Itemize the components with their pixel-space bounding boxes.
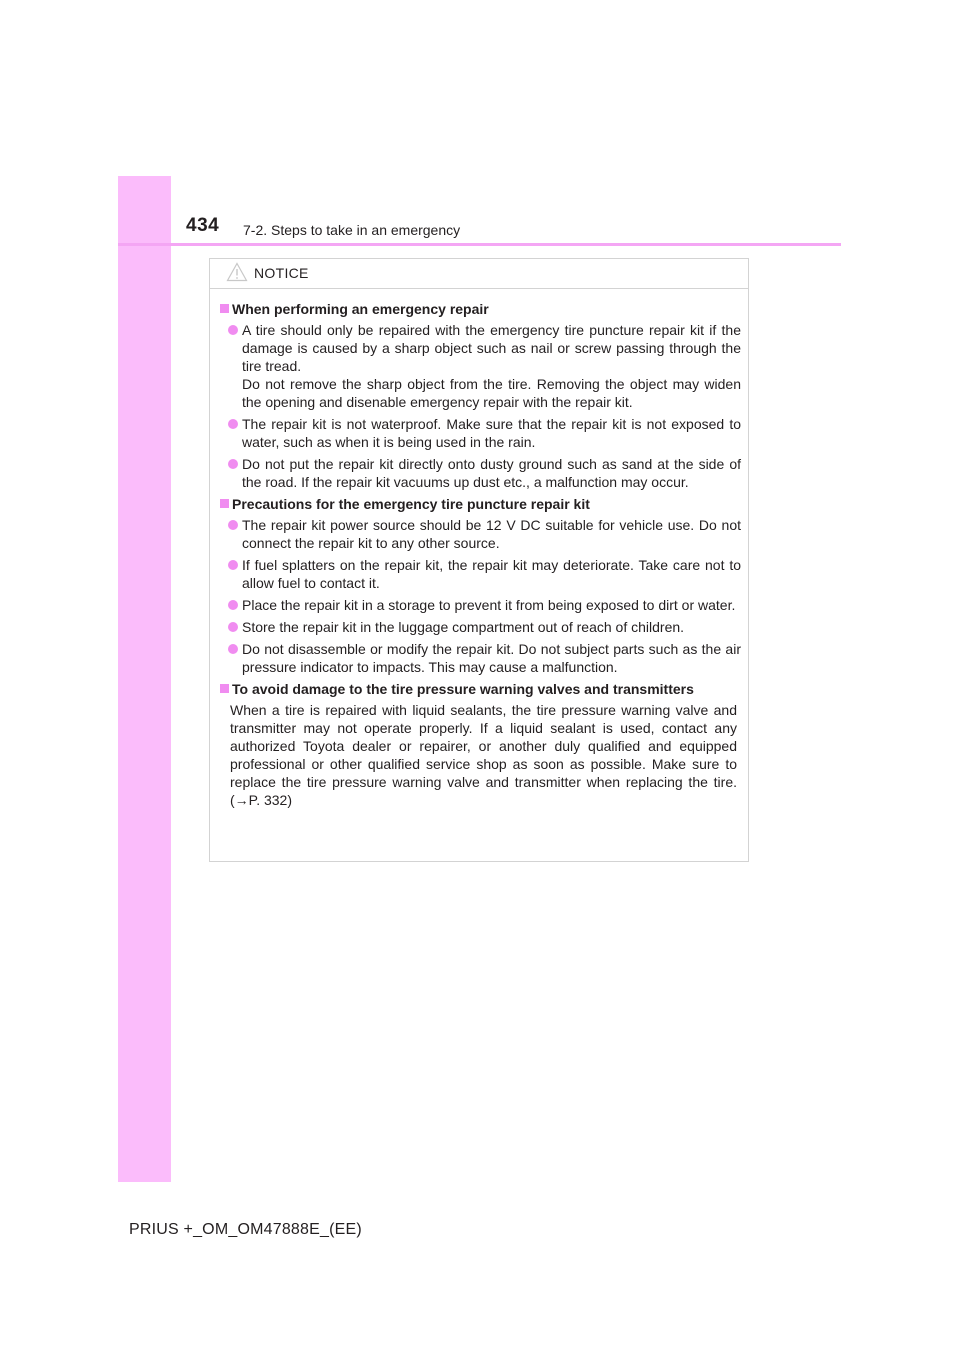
round-bullet-icon (228, 560, 238, 570)
section-heading-text: Precautions for the emergency tire puncture repair kit (232, 496, 590, 512)
notice-body (210, 289, 748, 809)
bullet-paragraph: Do not put the repair kit directly onto dusty ground such as sand at the side of the road. If the repair kit vacuums up dust etc., a malfunction may occur. (242, 456, 741, 490)
section-heading (218, 300, 741, 318)
bullet-item (218, 640, 741, 676)
section-heading-text: When performing an emergency repair (232, 301, 489, 317)
header-rule (118, 243, 841, 246)
notice-title: NOTICE (254, 265, 309, 281)
bullet-paragraph: The repair kit is not waterproof. Make sure that the repair kit is not exposed to water, such as when it is being used in the rain. (242, 416, 741, 450)
round-bullet-icon (228, 644, 238, 654)
bullet-paragraph: Place the repair kit in a storage to prevent it from being exposed to dirt or water. (242, 597, 736, 613)
bullet-item (218, 321, 741, 411)
notice-box (209, 258, 749, 862)
bullet-paragraph: A tire should only be repaired with the emergency tire puncture repair kit if the damage is caused by a sharp object such as nail or screw passing through the tire tread. (242, 322, 741, 374)
section-paragraph: When a tire is repaired with liquid sealants, the tire pressure warning valve and transmitter may not operate properly. If a liquid sealant is used, contact any authorized Toyota dealer or repairer, or another duly qualified and equipped professional or other qualified service shop as soon as possible. Make sure to replace the tire pressure warning valve and transmitter when replacing the tire. (→P. 332) (230, 702, 737, 808)
round-bullet-icon (228, 520, 238, 530)
warning-triangle-icon (226, 262, 248, 282)
round-bullet-icon (228, 325, 238, 335)
bullet-item (218, 618, 741, 636)
bullet-paragraph: Store the repair kit in the luggage compartment out of reach of children. (242, 619, 685, 635)
bullet-item (218, 556, 741, 592)
square-bullet-icon (220, 684, 229, 693)
round-bullet-icon (228, 622, 238, 632)
round-bullet-icon (228, 600, 238, 610)
section-heading (218, 680, 741, 698)
bullet-paragraph: Do not disassemble or modify the repair kit. Do not subject parts such as the air pressure indicator to impacts. This may cause a malfunction. (242, 641, 741, 675)
bullet-paragraph: Do not remove the sharp object from the tire. Removing the object may widen the opening and disenable emergency repair with the repair kit. (242, 376, 741, 410)
bullet-item (218, 596, 741, 614)
bullet-paragraph: The repair kit power source should be 12 V DC suitable for vehicle use. Do not connect the repair kit to any other source. (242, 517, 741, 551)
page-number: 434 (186, 215, 220, 236)
square-bullet-icon (220, 304, 229, 313)
round-bullet-icon (228, 459, 238, 469)
chapter-side-strip (118, 176, 171, 1182)
document-code: PRIUS +_OM_OM47888E_(EE) (129, 1221, 362, 1238)
bullet-item (218, 415, 741, 451)
section-title: 7-2. Steps to take in an emergency (243, 222, 461, 238)
section-heading (218, 495, 741, 513)
bullet-item (218, 455, 741, 491)
square-bullet-icon (220, 499, 229, 508)
bullet-item (218, 516, 741, 552)
round-bullet-icon (228, 419, 238, 429)
notice-header (210, 259, 748, 289)
section-heading-text: To avoid damage to the tire pressure warning valves and transmitters (232, 681, 694, 697)
bullet-paragraph: If fuel splatters on the repair kit, the repair kit may deteriorate. Take care not to allow fuel to contact it. (242, 557, 741, 591)
